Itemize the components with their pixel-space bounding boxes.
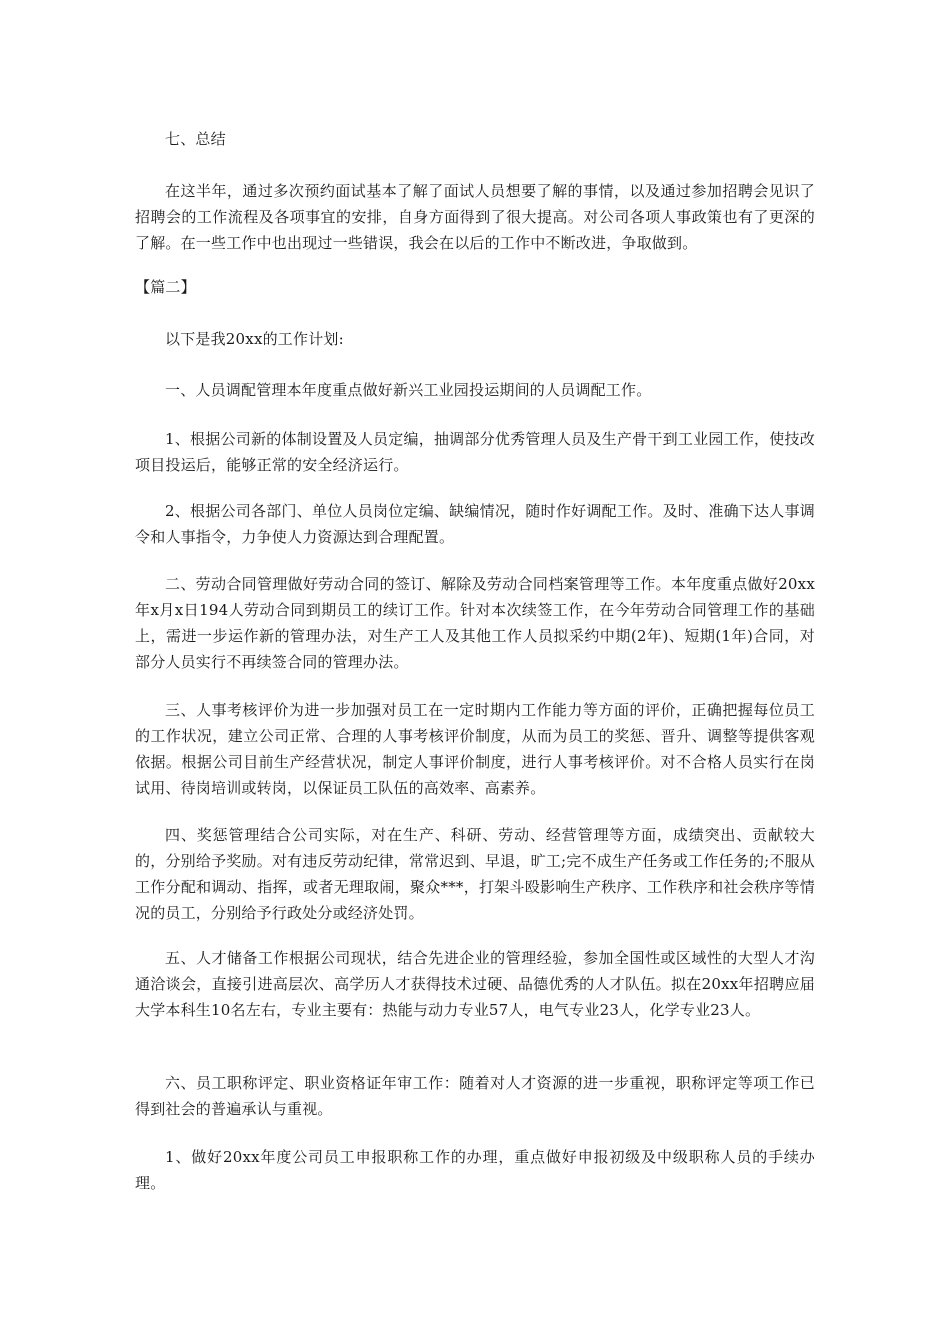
- item3-paragraph: 三、人事考核评价为进一步加强对员工在一定时期内工作能力等方面的评价，正确把握每位员工的工作状况，建立公司正常、合理的人事考核评价制度，从而为员工的奖惩、晋升、调整等提供客观依据。根据公司目前生产经营状况，制定人事评价制度，进行人事考核评价。对不合格人员实行在岗试用、待岗培训或转岗，以保证员工队伍的高效率、高素养。: [135, 701, 815, 797]
- item2-paragraph: 二、劳动合同管理做好劳动合同的签订、解除及劳动合同档案管理等工作。本年度重点做好20xx年x月x日194人劳动合同到期员工的续订工作。针对本次续签工作，在今年劳动合同管理工作的基础上，需进一步运作新的管理办法，对生产工人及其他工作人员拟采约中期(2年)、短期(1年)合同，对部分人员实行不再续签合同的管理办法。: [135, 575, 815, 671]
- item6-1-paragraph: 1、做好20xx年度公司员工申报职称工作的办理，重点做好申报初级及中级职称人员的手续办理。: [135, 1148, 815, 1192]
- item4-paragraph: 四、奖惩管理结合公司实际，对在生产、科研、劳动、经营管理等方面，成绩突出、贡献较大的，分别给予奖励。对有违反劳动纪律，常常迟到、早退，旷工;完不成生产任务或工作任务的;不服从工作分配和调动、指挥，或者无理取闹，聚众***，打架斗殴影响生产秩序、工作秩序和社会秩序等情况的员工，分别给予行政处分或经济处罚。: [135, 826, 815, 922]
- item5-paragraph: 五、人才储备工作根据公司现状，结合先进企业的管理经验，参加全国性或区域性的大型人才沟通洽谈会，直接引进高层次、高学历人才获得技术过硬、品德优秀的人才队伍。拟在20xx年招聘应届大学本科生10名左右，专业主要有：热能与动力专业57人，电气专业23人，化学专业23人。: [135, 949, 815, 1019]
- item1-heading: 一、人员调配管理本年度重点做好新兴工业园投运期间的人员调配工作。: [165, 381, 652, 399]
- intro-paragraph: 以下是我20xx的工作计划:: [165, 330, 344, 348]
- item1-2-paragraph: 2、根据公司各部门、单位人员岗位定编、缺编情况，随时作好调配工作。及时、准确下达人事调令和人事指令，力争使人力资源达到合理配置。: [135, 502, 815, 546]
- summary-paragraph: 在这半年，通过多次预约面试基本了解了面试人员想要了解的事情，以及通过参加招聘会见识了招聘会的工作流程及各项事宜的安排，自身方面得到了很大提高。对公司各项人事政策也有了更深的了解。在一些工作中也出现过一些错误，我会在以后的工作中不断改进，争取做到。: [135, 182, 815, 252]
- item1-1-paragraph: 1、根据公司新的体制设置及人员定编，抽调部分优秀管理人员及生产骨干到工业园工作，使技改项目投运后，能够正常的安全经济运行。: [135, 430, 815, 474]
- section-marker: 【篇二】: [135, 278, 196, 296]
- item6-paragraph: 六、员工职称评定、职业资格证年审工作：随着对人才资源的进一步重视，职称评定等项工作已得到社会的普遍承认与重视。: [135, 1074, 815, 1118]
- summary-heading: 七、总结: [165, 130, 226, 148]
